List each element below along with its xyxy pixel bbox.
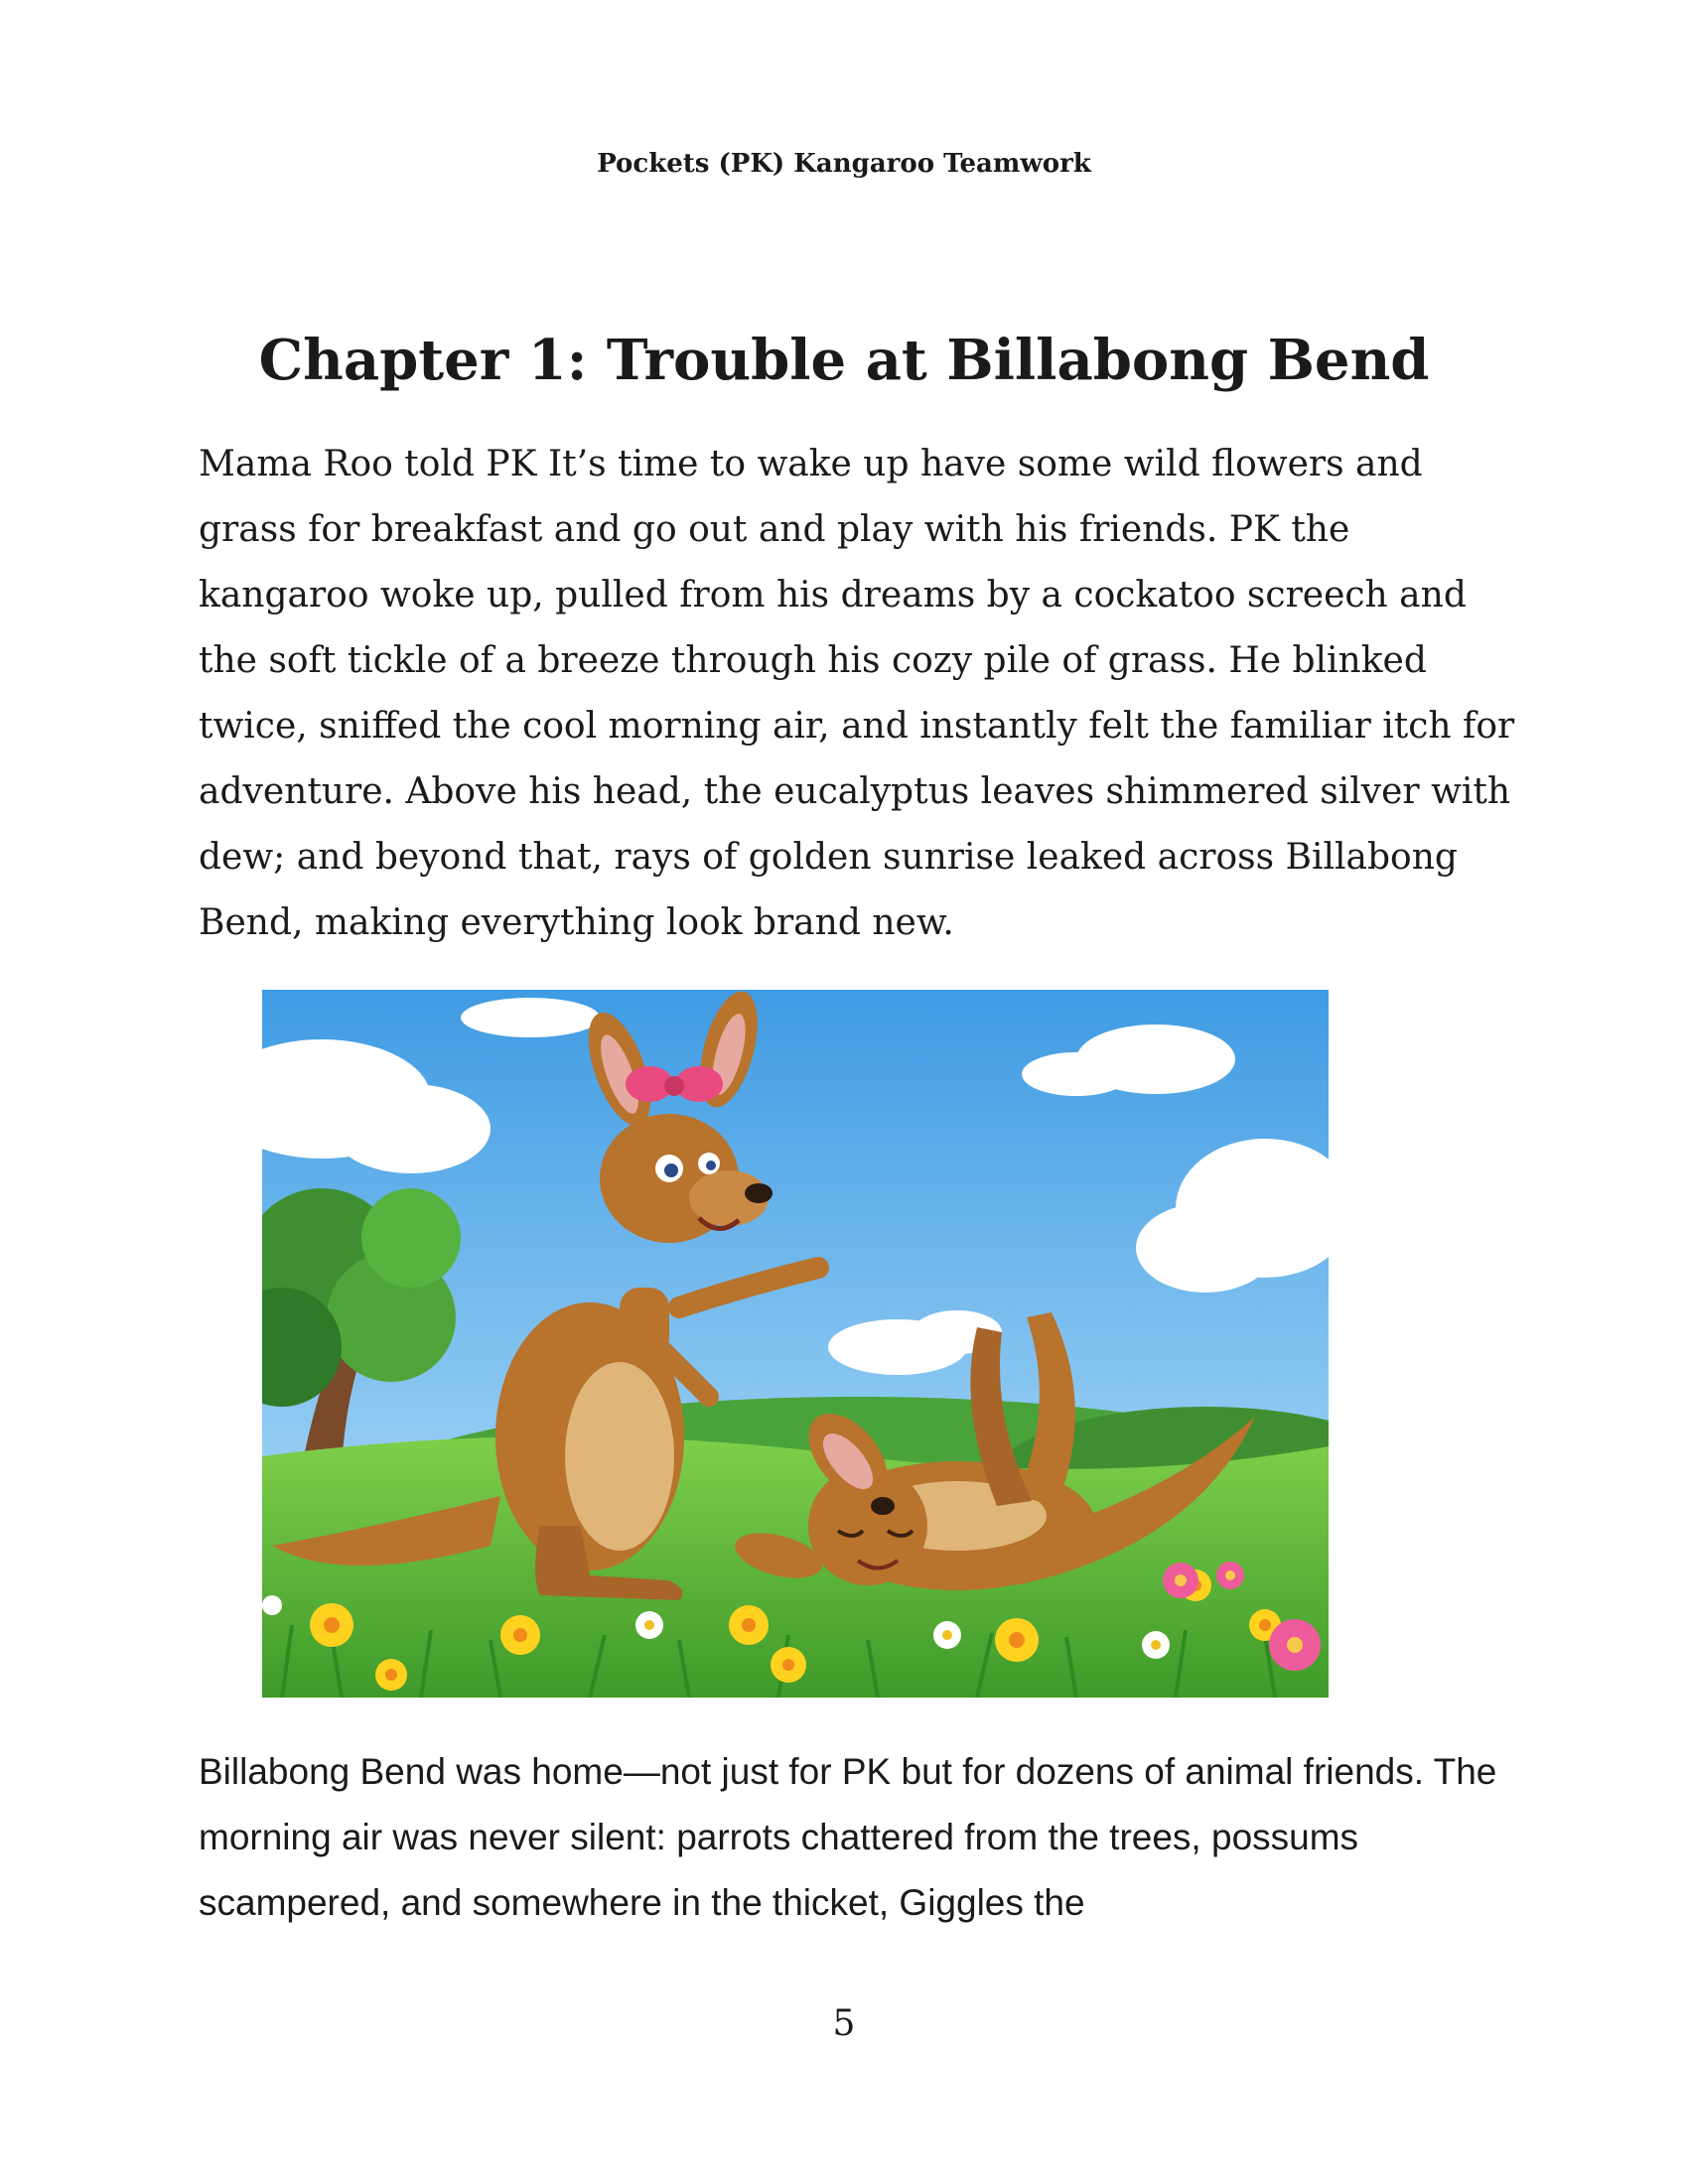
illustration-scene: [262, 990, 1329, 1698]
kangaroo-illustration: [262, 990, 1329, 1698]
running-header: Pockets (PK) Kangaroo Teamwork: [597, 149, 1091, 179]
paragraph-2: Billabong Bend was home—not just for PK but for dozens of animal friends. The morning air was never silent: parrots chattered from the trees, possums scampered, and somewhere in the thicket, Giggles the: [199, 1751, 1497, 1923]
page-number: 5: [832, 2003, 856, 2044]
chapter-title: Chapter 1: Trouble at Billabong Bend: [258, 328, 1430, 393]
paragraph-1: Mama Roo told PK It’s time to wake up have some wild flowers and grass for breakfast and go out and play with his friends. PK the kangaroo woke up, pulled from his dreams by a cockatoo screech and the soft tickle of a breeze through his cozy pile of grass. He blinked twice, sniffed the cool morning air, and instantly felt the familiar itch for adventure. Above his head, the eucalyptus leaves shimmered silver with dew; and beyond that, rays of golden sunrise leaked across Billabong Bend, making everything look brand new.: [199, 444, 1515, 943]
